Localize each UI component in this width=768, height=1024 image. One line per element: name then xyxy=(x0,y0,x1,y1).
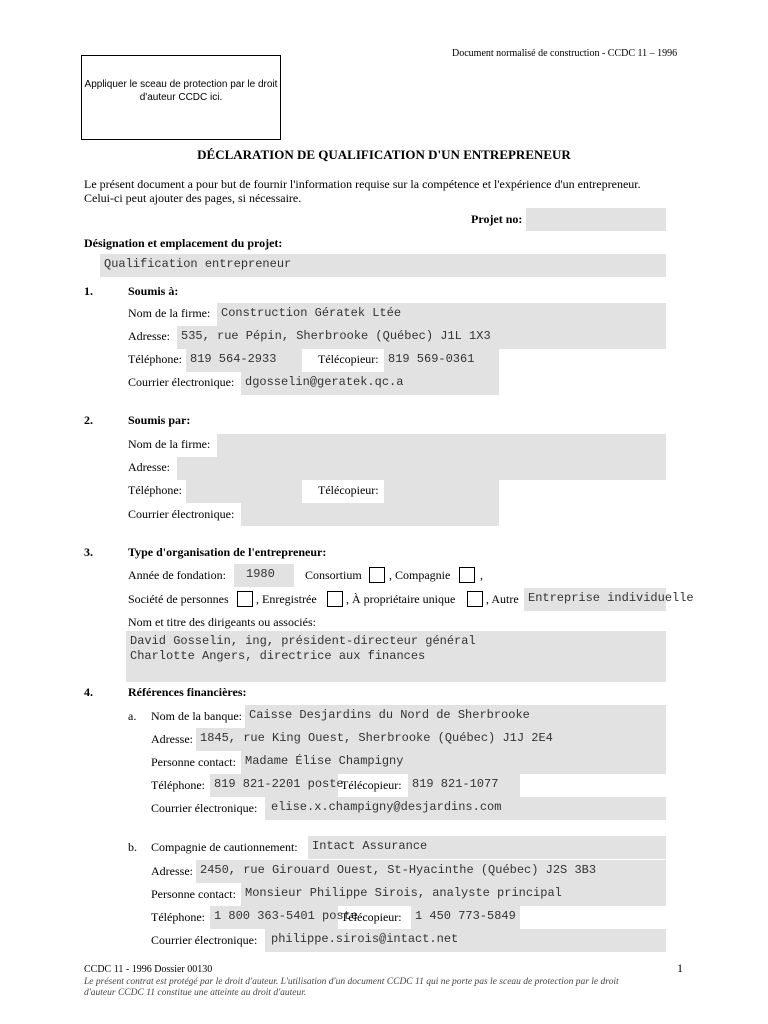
s4b-bond-company-field[interactable]: Intact Assurance xyxy=(308,836,666,859)
s1-firm-label: Nom de la firme: xyxy=(128,306,211,320)
company-checkbox[interactable] xyxy=(459,567,475,583)
project-number-label: Projet no: xyxy=(471,212,523,226)
s3-officers-label: Nom et titre des dirigeants ou associés: xyxy=(128,615,316,629)
section-2-title: Soumis par: xyxy=(128,413,191,427)
s3-other-label: , Autre xyxy=(486,592,519,606)
project-number-field[interactable] xyxy=(526,208,666,231)
s1-fax-field[interactable]: 819 569-0361 xyxy=(384,349,499,372)
s1-phone-field[interactable]: 819 564-2933 xyxy=(186,349,302,372)
s4b-name-label: Compagnie de cautionnement: xyxy=(151,840,298,854)
copyright-seal-box xyxy=(81,55,281,140)
s3-trailing-comma: , xyxy=(480,568,483,582)
consortium-checkbox[interactable] xyxy=(369,567,385,583)
s2-phone-label: Téléphone: xyxy=(128,483,182,497)
s4a-email-field[interactable]: elise.x.champigny@desjardins.com xyxy=(265,797,666,820)
s4b-contact-label: Personne contact: xyxy=(151,887,236,901)
s1-email-label: Courrier électronique: xyxy=(128,375,235,389)
s3-company-label: , Compagnie xyxy=(389,568,451,582)
s2-fax-field[interactable] xyxy=(384,480,499,503)
section-2-number: 2. xyxy=(84,413,93,427)
s1-fax-label: Télécopieur: xyxy=(318,352,379,366)
s2-address-label: Adresse: xyxy=(128,460,170,474)
section-1-title: Soumis à: xyxy=(128,284,179,298)
s4a-address-field[interactable]: 1845, rue King Ouest, Sherbrooke (Québec) J1J 2E4 xyxy=(196,728,666,751)
s4b-phone-label: Téléphone: xyxy=(151,910,205,924)
page-title: DÉCLARATION DE QUALIFICATION D'UN ENTREPRENEUR xyxy=(197,147,571,162)
s4a-email-label: Courrier électronique: xyxy=(151,801,258,815)
copyright-notice-line-2: d'auteur CCDC 11 constitue une atteinte au droit d'auteur. xyxy=(84,988,307,998)
s4b-fax-field[interactable]: 1 450 773-5849 xyxy=(411,906,520,929)
s4a-contact-field[interactable]: Madame Élise Champigny xyxy=(241,751,666,774)
s3-sole-owner-label: , À propriétaire unique xyxy=(346,592,456,606)
s2-email-label: Courrier électronique: xyxy=(128,507,235,521)
s3-founding-field[interactable]: 1980 xyxy=(234,564,294,587)
sole-owner-checkbox[interactable] xyxy=(467,591,483,607)
s4b-email-label: Courrier électronique: xyxy=(151,933,258,947)
s4a-phone-label: Téléphone: xyxy=(151,778,205,792)
registered-checkbox[interactable] xyxy=(327,591,343,607)
s2-phone-field[interactable] xyxy=(186,480,302,503)
s4a-fax-label: Télécopieur: xyxy=(341,778,402,792)
s4b-letter: b. xyxy=(128,840,137,854)
s4b-email-field[interactable]: philippe.sirois@intact.net xyxy=(265,929,666,952)
intro-line-2: Celui-ci peut ajouter des pages, si nécessaire. xyxy=(84,191,302,205)
intro-line-1: Le présent document a pour but de fournir l'information requise sur la compétence et l'expérience d'un entrepreneur. xyxy=(84,177,641,191)
project-designation-field[interactable]: Qualification entrepreneur xyxy=(100,254,666,277)
s4b-contact-field[interactable]: Monsieur Philippe Sirois, analyste principal xyxy=(241,883,666,906)
s4a-contact-label: Personne contact: xyxy=(151,755,236,769)
s3-consortium-label: Consortium xyxy=(305,568,362,582)
partnership-checkbox[interactable] xyxy=(237,591,253,607)
s3-other-field[interactable]: Entreprise individuelle xyxy=(524,588,666,611)
s4a-fax-field[interactable]: 819 821-1077 xyxy=(408,774,520,797)
s1-email-field[interactable]: dgosselin@geratek.qc.a xyxy=(241,372,499,395)
seal-instruction: Appliquer le sceau de protection par le droit d'auteur CCDC ici. xyxy=(84,79,278,103)
s1-phone-label: Téléphone: xyxy=(128,352,182,366)
s4a-bank-name-field[interactable]: Caisse Desjardins du Nord de Sherbrooke xyxy=(245,705,666,728)
s3-founding-label: Année de fondation: xyxy=(128,568,226,582)
s4a-phone-field[interactable]: 819 821-2201 poste xyxy=(210,774,338,797)
s1-firm-field[interactable]: Construction Gératek Ltée xyxy=(217,303,666,326)
s4b-address-label: Adresse: xyxy=(151,864,193,878)
s2-address-field[interactable] xyxy=(177,457,666,480)
s3-registered-label: , Enregistrée xyxy=(256,592,317,606)
section-4-number: 4. xyxy=(84,685,93,699)
footer-code: CCDC 11 - 1996 Dossier 00130 xyxy=(84,964,213,975)
s4b-fax-label: Télécopieur: xyxy=(341,910,402,924)
section-3-title: Type d'organisation de l'entrepreneur: xyxy=(128,545,327,559)
s4b-phone-field[interactable]: 1 800 363-5401 poste xyxy=(210,906,338,929)
s4a-letter: a. xyxy=(128,709,137,723)
s2-fax-label: Télécopieur: xyxy=(318,483,379,497)
document-reference: Document normalisé de construction - CCDC 11 – 1996 xyxy=(452,48,678,59)
project-designation-label: Désignation et emplacement du projet: xyxy=(84,236,283,250)
s4b-address-field[interactable]: 2450, rue Girouard Ouest, St-Hyacinthe (Québec) J2S 3B3 xyxy=(196,860,666,883)
section-3-number: 3. xyxy=(84,545,93,559)
s4a-name-label: Nom de la banque: xyxy=(151,709,242,723)
s1-address-label: Adresse: xyxy=(128,329,170,343)
s3-partnership-label: Société de personnes xyxy=(128,592,229,606)
page-number: 1 xyxy=(677,961,683,975)
s2-firm-field[interactable] xyxy=(217,434,666,457)
section-1-number: 1. xyxy=(84,284,93,298)
s2-email-field[interactable] xyxy=(241,503,499,526)
s4a-address-label: Adresse: xyxy=(151,732,193,746)
s3-officers-field[interactable]: David Gosselin, ing, président-directeur général Charlotte Angers, directrice aux finances xyxy=(126,631,666,682)
copyright-notice-line-1: Le présent contrat est protégé par le droit d'auteur. L'utilisation d'un document CCDC 11 qui ne porte pas le sceau de protection par le droit xyxy=(84,977,619,987)
section-4-title: Références financières: xyxy=(128,685,247,699)
s1-address-field[interactable]: 535, rue Pépin, Sherbrooke (Québec) J1L 1X3 xyxy=(177,326,666,349)
s2-firm-label: Nom de la firme: xyxy=(128,437,211,451)
